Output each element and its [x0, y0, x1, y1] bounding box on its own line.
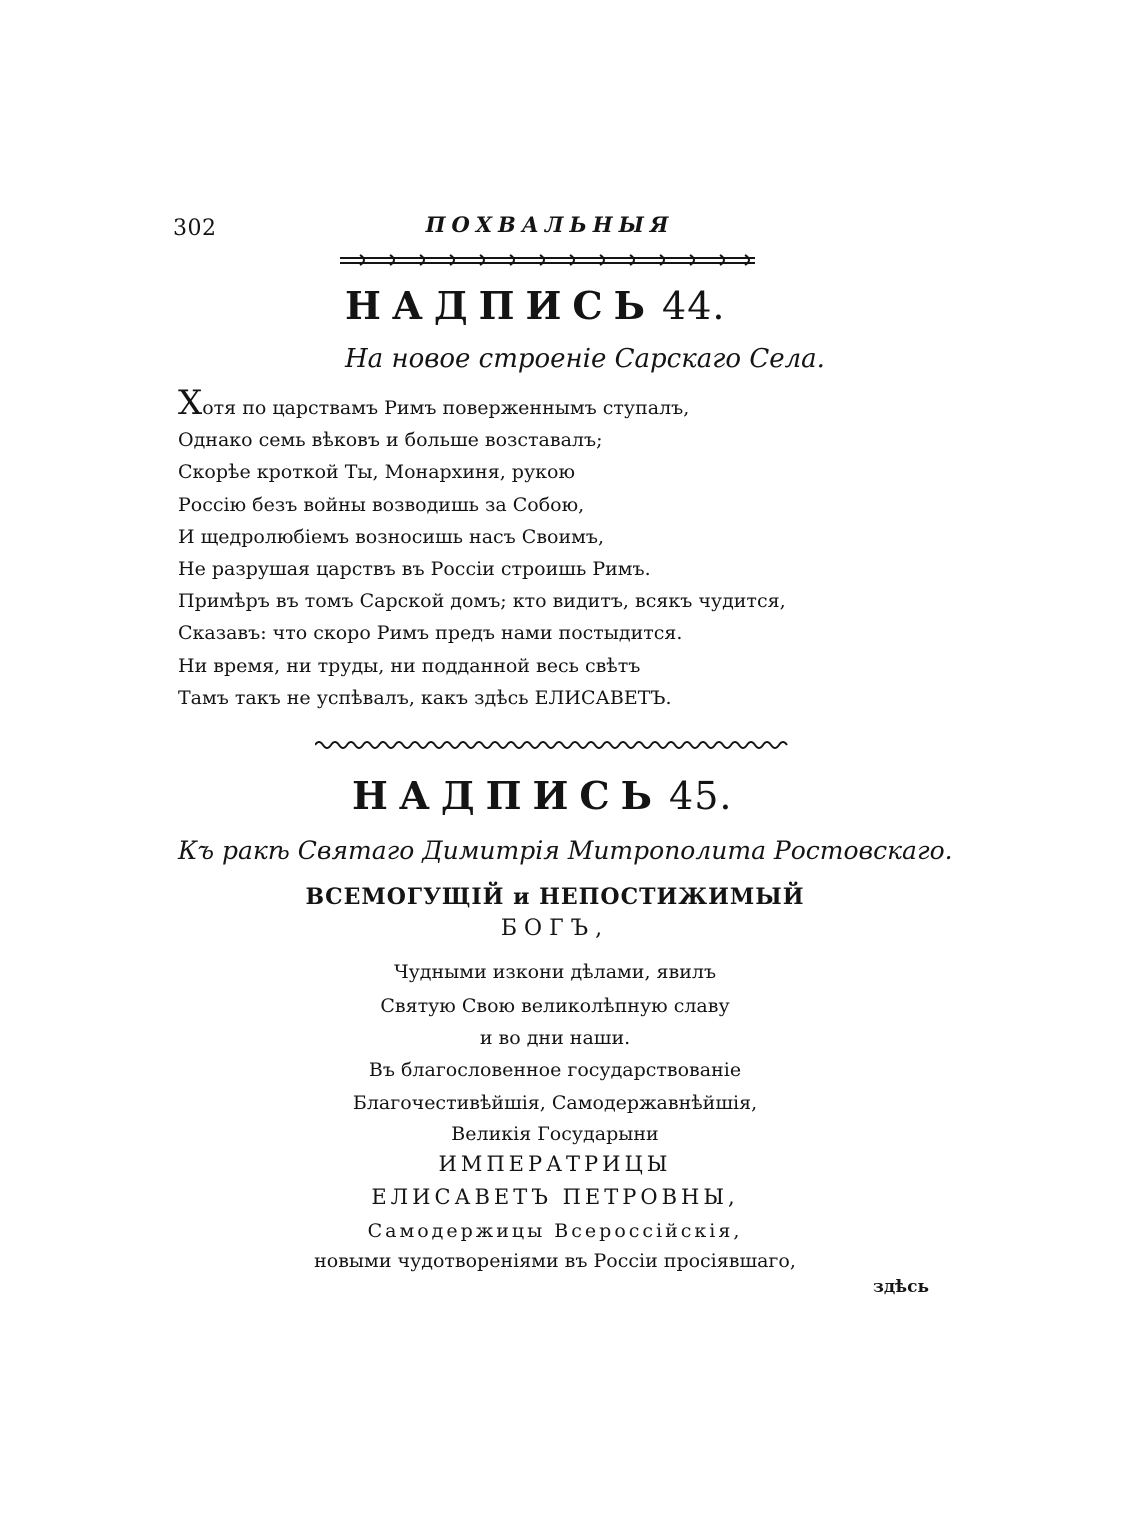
- inscription-line: Самодержицы Всероссійскія,: [367, 1220, 743, 1242]
- ornament-wave-rule: [315, 738, 790, 752]
- poem-line: Россію безъ войны возводишь за Собою,: [178, 493, 585, 516]
- poem-line: Ни время, ни труды, ни подданной весь свѣтъ: [178, 654, 641, 677]
- inscription-line: ВСЕМОГУЩІЙ и НЕПОСТИЖИМЫЙ: [305, 884, 805, 910]
- poem-line: Однако семь вѣковъ и больше возставалъ;: [178, 429, 603, 452]
- inscription-line: новыми чудотвореніями въ Россіи просіявшаго,: [314, 1250, 796, 1272]
- poem-line: И щедролюбіемъ возносишь насъ Своимъ,: [178, 525, 605, 548]
- poem-line: Примѣръ въ томъ Сарской домъ; кто видитъ, всякъ чудится,: [178, 590, 786, 613]
- inscription-44-poem: [178, 383, 938, 714]
- inscription-45-number: 45.: [669, 774, 733, 818]
- inscription-line: Благочестивѣйшія, Самодержавнѣйшія,: [352, 1092, 758, 1114]
- catchword: здѣсь: [873, 1277, 930, 1297]
- inscription-line: и во дни наши.: [479, 1027, 631, 1049]
- inscription-line: БОГЪ,: [500, 916, 610, 941]
- inscription-44-number: 44.: [662, 284, 726, 328]
- inscription-line: Святую Свою великолѣпную славу: [380, 995, 730, 1017]
- poem-line: Тамъ такъ не успѣвалъ, какъ здѣсь ЕЛИСАВЕТЪ.: [178, 686, 672, 709]
- inscription-44-title: НАДПИСЬ: [345, 283, 657, 328]
- running-head: ПОХВАЛЬНЫЯ: [425, 212, 675, 237]
- drop-cap: Х: [178, 383, 203, 423]
- inscription-line: Въ благословенное государствованіе: [368, 1059, 742, 1081]
- inscription-line: Чудными изкони дѣлами, явилъ: [393, 961, 717, 983]
- poem-line: Сказавъ: что скоро Римъ предъ нами постыдится.: [178, 622, 683, 645]
- inscription-line: ЕЛИСАВЕТЪ ПЕТРОВНЫ,: [371, 1185, 739, 1209]
- poem-line: Хотя по царствамъ Римъ поверженнымъ ступалъ,: [178, 383, 690, 423]
- ornament-chain-rule: [340, 253, 755, 267]
- inscription-line: ИМПЕРАТРИЦЫ: [438, 1152, 672, 1176]
- inscription-44-subtitle: На новое строеніе Сарскаго Села.: [345, 344, 825, 374]
- inscription-line: Великія Государыни: [451, 1123, 659, 1145]
- inscription-45-subtitle: Къ ракѣ Святаго Димитрія Митрополита Ростовскаго.: [178, 836, 953, 865]
- page-number: 302: [173, 216, 217, 241]
- poem-line: Скорѣе кроткой Ты, Монархиня, рукою: [178, 461, 575, 484]
- inscription-44-heading: [345, 283, 805, 328]
- inscription-45-heading: [352, 773, 812, 818]
- poem-line: Не разрушая царствъ въ Россіи строишь Римъ.: [178, 557, 651, 580]
- inscription-45-title: НАДПИСЬ: [352, 773, 664, 818]
